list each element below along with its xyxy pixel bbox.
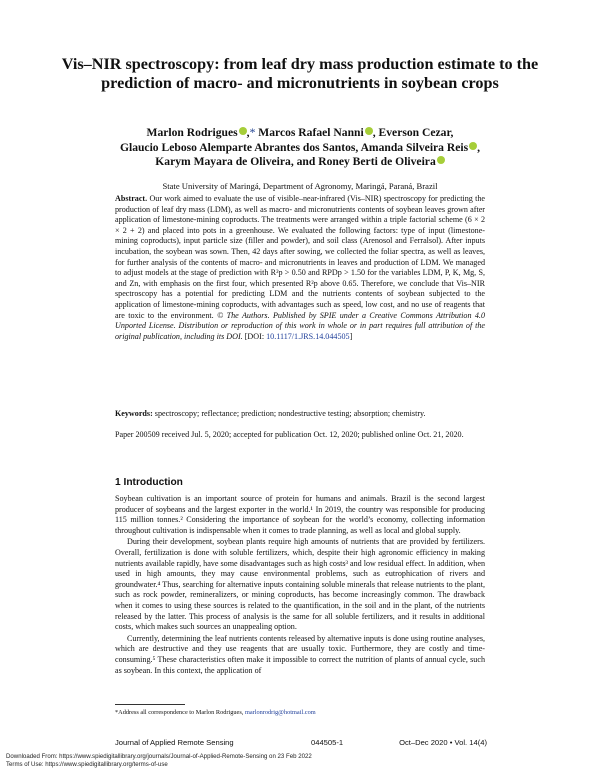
affiliation: State University of Maringá, Department of Agronomy, Maringá, Paraná, Brazil <box>162 181 438 191</box>
abstract-text: Our work aimed to evaluate the use of visible–near-infrared (Vis–NIR) spectroscopy for predicting the production of leaf dry mass (LDM), as well as macro- and micronutrients contents of soybean leaves grown after application of limestone-mining coproducts. The treatments were arranged within a triple factorial scheme (6 × 2 × 2 + 2) and placed into pots in a greenhouse. We evaluated the following factors: type of input (limestone-mining coproducts), input particle size (filler and powder), and soil class (Arenosol and Ferralsol). After inputs incubation, the soybean was sown. Then, 42 days after sowing, we collected the foliar spectra, as well as leaves, for further analysis of the contents of macro- and micronutrients in leaves and production of LDM. We managed to adjust models at the stage of prediction with R²p > 0.50 and RPDp > 1.50 for the variables LDM, P, K, Mg, S, and Zn, with emphasis on the first four, which presented R²p above 0.65. Therefore, we conclude that Vis–NIR spectroscopy has a potential for predicting LDM and the nutrients contents of soybean subjected to the application of limestone-mining coproducts, with advantages such as speed, low cost, and no use of reagents that are toxic to the environment. <box>115 194 485 320</box>
orcid-icon[interactable] <box>437 156 445 164</box>
download-notice <box>6 753 312 769</box>
keywords <box>115 409 485 420</box>
paper-history: Paper 200509 received Jul. 5, 2020; accepted for publication Oct. 12, 2020; published online Oct. 21, 2020. <box>115 430 464 439</box>
terms-of-use[interactable]: Terms of Use: https://www.spiedigitallibrary.org/terms-of-use <box>6 761 168 768</box>
abstract-label: Abstract. <box>115 194 148 203</box>
keywords-text: spectroscopy; reflectance; prediction; nondestructive testing; absorption; chemistry. <box>154 409 426 418</box>
orcid-icon[interactable] <box>365 127 373 135</box>
author-name[interactable]: Marcos Rafael Nanni <box>258 126 364 139</box>
abstract: Abstract. Our work aimed to evaluate the use of visible–near-infrared (Vis–NIR) spectroscopy for predicting the production of leaf dry mass (LDM), as well as macro- and micronutrients contents of soybean leaves grown after application of limestone-mining coproducts. The treatments were arranged within a triple factorial scheme (6 × 2 × 2 + 2) and placed into pots in a greenhouse. We evaluated the following factors: type of input (limestone-mining coproducts), input particle size (filler and powder), and soil class (Arenosol and Ferralsol). After inputs incubation, the soybean was sown. Then, 42 days after sowing, we collected the foliar spectra, as well as leaves, for further analysis of the contents of macro- and micronutrients in leaves and production of LDM. We managed to adjust models at the stage of prediction with R²p > 0.50 and RPDp > 1.50 for the variables LDM, P, K, Mg, S, and Zn, with emphasis on the first four, which presented R²p above 0.65. Therefore, we conclude that Vis–NIR spectroscopy has a potential for predicting LDM and the nutrients contents of soybean subjected to the application of limestone-mining coproducts, with advantages such as speed, low cost, and no use of reagents that are toxic to the environment. © The Authors. Published by SPIE under a Creative Commons Attribution 4.0 Unported License. Distribution or reproduction of this work in whole or in part requires full attribution of the original publication, including its DOI. [DOI: 10.1117/1.JRS.14.044505] <box>115 194 485 341</box>
footnote: *Address all correspondence to Marlon Rodrigues, marlonrodrig@hotmail.com <box>115 709 316 716</box>
author-name[interactable]: Glaucio Leboso Alemparte Abrantes dos Santos <box>119 140 356 154</box>
license-statement: © The Authors. Published by SPIE under a Creative Commons Attribution 4.0 Unported License. Distribution or reproduction of this work in whole or in part requires full attribution of the original publication, including its DOI. <box>115 310 485 341</box>
journal-name: Journal of Applied Remote Sensing <box>115 738 234 747</box>
doi-link[interactable]: 10.1117/1.JRS.14.044505 <box>266 331 350 341</box>
footnote-divider <box>115 704 185 705</box>
author-name[interactable]: Everson Cezar <box>378 126 451 139</box>
author-name[interactable]: Roney Berti de Oliveira <box>318 155 436 168</box>
paragraph: Soybean cultivation is an important source of protein for humans and animals. Brazil is the second largest producer of soybeans and the largest exporter in the world.¹ In 2019, the country was responsible for producing 115 million tonnes.² Considering the importance of soybean for the world’s economy, collecting information throughout cultivation is indispensable when it comes to trade planning, as well as local and global supply. <box>115 494 485 535</box>
article-number: 044505-1 <box>311 738 344 747</box>
body-text <box>115 494 485 677</box>
issue-info: Oct–Dec 2020 • Vol. 14(4) <box>399 738 487 747</box>
orcid-icon[interactable] <box>469 142 477 150</box>
paragraph: During their development, soybean plants require high amounts of nutrients that are provided by fertilizers. Overall, fertilization is done with soluble fertilizers, which, despite their high agronomic efficiency in making nutrients available rapidly, have some disadvantages such as high costs³ and low residual effect. In addition, when used in high amounts, they may cause environmental problems, such as eutrophication of rivers and groundwater.⁴ Thus, searching for alternative inputs containing soluble minerals that release nutrients to the plant, such as rock powder, remineralizers, or mining coproducts, has become increasingly common. The drawback when it comes to using these sources is related to the quantification, in the soil and in the plant, of the nutrients released by the latter. This process of analysis is the same for all soluble fertilizers, and it results in additional costs, which makes such sources an unappealing option. <box>115 537 485 632</box>
download-source[interactable]: Downloaded From: https://www.spiedigitallibrary.org/journals/Journal-of-Applied-Remote-Sensing on 23 Feb 2022 <box>6 753 312 760</box>
corresponding-author-mark: * <box>249 126 256 139</box>
keywords-label: Keywords: <box>115 409 153 418</box>
paper-title: Vis–NIR spectroscopy: from leaf dry mass production estimate to the prediction of macro- and micronutrients in soybean crops <box>61 55 539 92</box>
author-name[interactable]: Marlon Rodrigues <box>146 126 238 139</box>
section-heading: 1 Introduction <box>115 477 183 488</box>
author-list: Marlon Rodrigues ,* Marcos Rafael Nanni , Everson Cezar, Glaucio Leboso Alemparte Abrantes dos Santos, Amanda Silveira Reis , Karym Mayara de Oliveira, and Roney Berti de Oliveira <box>119 126 481 168</box>
email-link[interactable]: marlonrodrig@hotmail.com <box>244 709 316 716</box>
author-name[interactable]: Karym Mayara de Oliveira <box>155 155 291 168</box>
orcid-icon[interactable] <box>239 127 247 135</box>
author-name[interactable]: Amanda Silveira Reis <box>360 140 469 154</box>
paragraph: Currently, determining the leaf nutrients contents released by alternative inputs is done using routine analyses, which are destructive and they use reagents that are usually toxic. Furthermore, they are costly and time-consuming.⁵ These characteristics often make it impossible to correct the nutrition of plants of annual cycle, such as soybean. In this context, the application of <box>115 633 485 675</box>
